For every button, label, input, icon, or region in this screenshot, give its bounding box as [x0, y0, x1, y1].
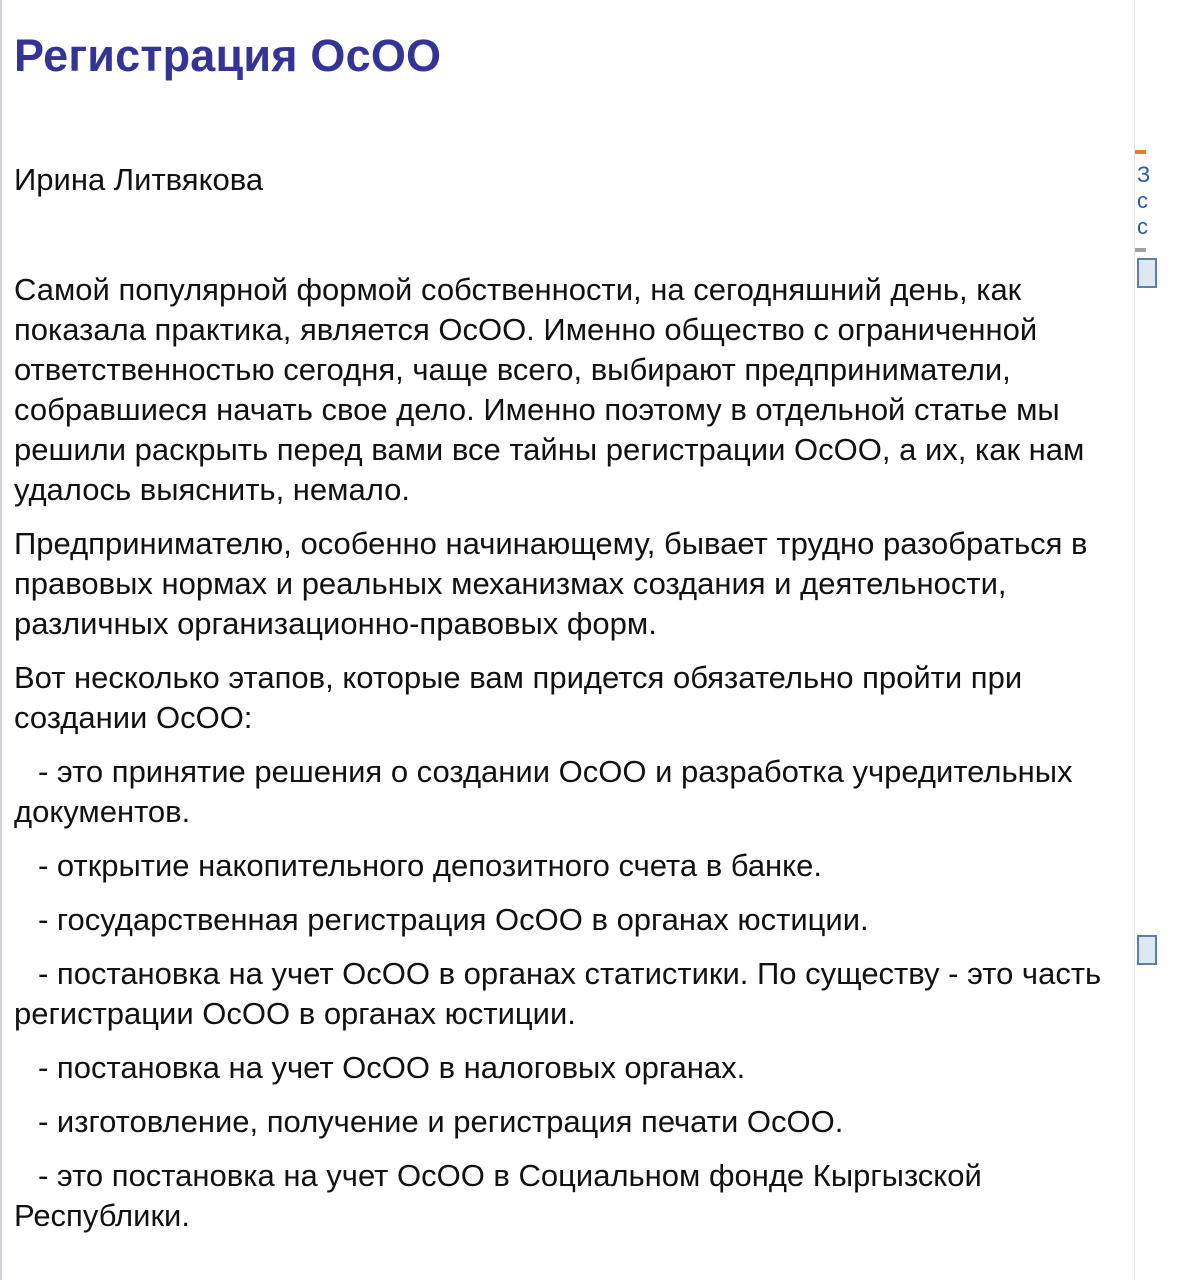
paragraph-intro: Самой популярной формой собственности, на сегодняшний день, как показала практика, является ОсОО. Именно общество с ограниченной ответственностью сегодня, чаще всего, выбирают предприниматели, собравшиеся начать свое дело. Именно поэтому в отдельной статье мы решили раскрыть перед вами все тайны регистрации ОсОО, а их, как нам удалось выяснить, немало. — [14, 272, 1085, 507]
list-item: - постановка на учет ОсОО в налоговых органах. — [38, 1050, 746, 1085]
author-name: Ирина Литвякова — [14, 162, 264, 197]
list-item: - изготовление, получение и регистрация печати ОсОО. — [38, 1104, 844, 1139]
sidebar-clipped — [1134, 0, 1151, 1280]
sidebar-link-fragment[interactable]: З — [1137, 162, 1151, 187]
sidebar-divider — [1135, 248, 1146, 252]
sidebar-thumbnail-icon[interactable] — [1137, 935, 1157, 965]
steps-list — [14, 752, 1116, 1236]
sidebar-link-fragment[interactable]: с — [1137, 214, 1148, 239]
list-item: - это постановка на учет ОсОО в Социальном фонде Кыргызской Республики. — [14, 1158, 982, 1233]
list-item: - открытие накопительного депозитного счета в банке. — [38, 848, 822, 883]
left-border — [0, 0, 2, 1280]
sidebar-thumbnail-icon[interactable] — [1137, 258, 1157, 288]
list-item: - это принятие решения о создании ОсОО и разработка учредительных документов. — [14, 754, 1073, 829]
paragraph-steps-intro: Вот несколько этапов, которые вам придется обязательно пройти при создании ОсОО: — [14, 660, 1023, 735]
list-item: - государственная регистрация ОсОО в органах юстиции. — [38, 902, 869, 937]
article-body — [14, 270, 1116, 1250]
list-item: - постановка на учет ОсОО в органах статистики. По существу - это часть регистрации ОсОО в органах юстиции. — [14, 956, 1102, 1031]
page-title: Регистрация ОсОО — [14, 30, 442, 81]
sidebar-accent-line — [1135, 150, 1146, 154]
sidebar-link-fragment[interactable]: с — [1137, 188, 1148, 213]
paragraph-difficulty: Предпринимателю, особенно начинающему, бывает трудно разобраться в правовых нормах и реальных механизмах создания и деятельности, различных организационно-правовых форм. — [14, 526, 1088, 641]
